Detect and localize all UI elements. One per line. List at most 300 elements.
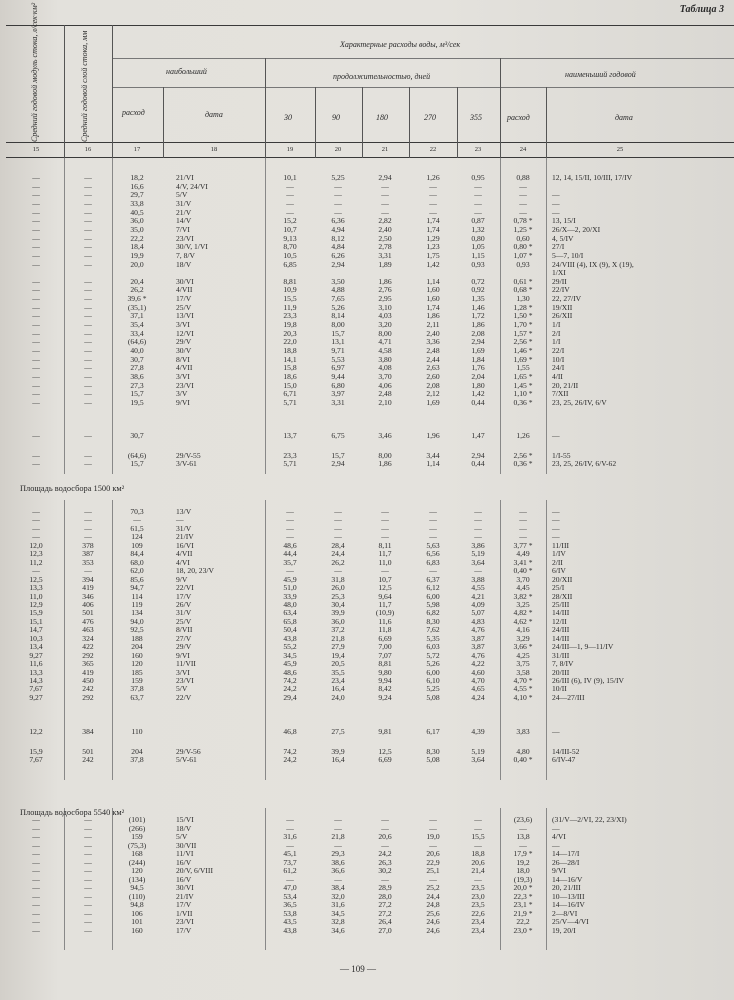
- cell-q90: 36,6: [331, 866, 345, 875]
- cell-q-min: 18,0: [516, 866, 530, 875]
- cell-q-max: —: [133, 515, 141, 525]
- cell-module: —: [32, 311, 40, 321]
- cell-q90: 24,0: [331, 692, 345, 702]
- cell-q270: —: [429, 515, 437, 525]
- cell-q270: 1,23: [426, 242, 440, 252]
- cell-date-max: 27/V: [176, 633, 192, 643]
- cell-date-min: (31/V—2/VI, 22, 23/XI): [552, 815, 627, 824]
- cell-date-min: 1/I-55: [552, 451, 571, 460]
- cell-q-max: (35,1): [127, 302, 147, 312]
- cell-q180: 3,31: [378, 250, 392, 260]
- cell-q90: 26,2: [331, 557, 345, 567]
- cell-q180: 11,8: [378, 625, 392, 635]
- body-vline: [265, 808, 266, 950]
- cell-layer: 387: [82, 549, 94, 559]
- cell-q355: 4,65: [471, 684, 485, 694]
- cell-q-min: —: [519, 507, 527, 516]
- cell-date-max: 31/V: [176, 198, 192, 208]
- cell-q355: 2,08: [471, 328, 485, 338]
- cell-date-max: 3/V-61: [176, 459, 197, 469]
- cell-q-max: 19,5: [130, 397, 144, 407]
- col-number: 20: [334, 146, 342, 153]
- cell-layer: —: [84, 198, 92, 208]
- cell-module: 12,0: [29, 540, 43, 550]
- cell-module: —: [32, 389, 40, 399]
- cell-layer: —: [84, 328, 92, 338]
- cell-q270: —: [429, 181, 437, 191]
- cell-q90: 23,4: [331, 676, 345, 685]
- cell-date-min: 12/II: [552, 616, 567, 626]
- hdr-vline: [362, 87, 363, 158]
- cell-q30: 10,7: [283, 224, 297, 234]
- cell-q30: 44,4: [283, 549, 297, 559]
- body-vline: [112, 500, 113, 780]
- cell-q180: 8,11: [378, 540, 392, 550]
- cell-module: 15,1: [29, 616, 43, 626]
- cell-q270: 1,75: [426, 250, 440, 260]
- cell-q-min: 0,78 *: [513, 216, 533, 226]
- cell-q90: 30,4: [331, 599, 345, 609]
- cell-q180: 4,03: [378, 311, 392, 321]
- cell-q355: —: [474, 532, 482, 542]
- cell-q180: 8,81: [378, 659, 392, 669]
- cell-q30: 14,1: [283, 354, 297, 364]
- cell-q180: 26,4: [378, 917, 392, 926]
- cell-module: —: [32, 459, 40, 469]
- cell-layer: —: [84, 925, 92, 935]
- cell-q90: 9,71: [331, 346, 345, 355]
- cell-q30: 20,3: [283, 328, 297, 338]
- cell-q180: 10,7: [378, 574, 392, 584]
- header-date-max: дата: [205, 110, 223, 119]
- header-date-min: дата: [615, 113, 633, 122]
- cell-date-max: 30/VI: [176, 276, 194, 286]
- cell-q355: 3,86: [471, 540, 485, 550]
- cell-q180: —: [381, 532, 389, 542]
- cell-q180: 2,76: [378, 285, 392, 295]
- cell-q355: 18,8: [471, 849, 485, 858]
- cell-q-max: 119: [131, 599, 143, 609]
- cell-date-min: 27/I: [552, 242, 565, 252]
- cell-q90: —: [334, 840, 342, 850]
- cell-q180: —: [381, 840, 389, 850]
- cell-q270: 5,35: [426, 633, 440, 643]
- cell-q-max: 160: [131, 925, 143, 935]
- cell-q270: 6,10: [426, 676, 440, 685]
- cell-q30: 48,0: [283, 599, 297, 609]
- cell-q30: 10,1: [283, 173, 297, 182]
- cell-q180: 7,07: [378, 650, 392, 660]
- cell-q270: 20,6: [426, 849, 440, 858]
- cell-q-max: 39,6 *: [127, 294, 147, 304]
- cell-layer: —: [84, 917, 92, 926]
- cell-date-min: 26/III (6), IV (9), 15/IV: [552, 676, 624, 685]
- cell-q-min: 1,50 *: [513, 311, 533, 321]
- cell-q90: —: [334, 566, 342, 576]
- cell-q-max: 68,0: [130, 557, 144, 567]
- cell-module: —: [32, 874, 40, 884]
- cell-q180: —: [381, 181, 389, 191]
- cell-q180: 9,64: [378, 591, 392, 601]
- cell-q-max: (134): [128, 874, 146, 884]
- cell-q355: 4,76: [471, 650, 485, 660]
- cell-module: —: [32, 276, 40, 286]
- cell-q30: —: [286, 874, 294, 884]
- hdr-vline: [315, 87, 316, 158]
- cell-date-min: 26—28/I: [552, 857, 580, 867]
- body-vline: [265, 500, 266, 780]
- header-discharge-min: расход: [507, 113, 530, 122]
- cell-q270: 6,03: [426, 642, 440, 652]
- cell-q-max: 20,0: [130, 259, 144, 269]
- cell-layer: 463: [82, 625, 94, 635]
- cell-layer: —: [84, 276, 92, 286]
- cell-q-min: 4,70 *: [513, 676, 533, 685]
- cell-date-max: 29/V: [176, 337, 192, 347]
- cell-date-max: 7, 8/V: [176, 250, 195, 260]
- cell-module: —: [32, 507, 40, 516]
- cell-q355: 4,83: [471, 616, 485, 626]
- cell-q-min: —: [519, 523, 527, 533]
- cell-q90: 2,94: [331, 259, 345, 269]
- cell-q180: 1,89: [378, 259, 392, 269]
- cell-q90: 16,4: [331, 684, 345, 694]
- cell-q30: 36,5: [283, 900, 297, 909]
- cell-date-max: 16/V: [176, 874, 192, 884]
- cell-q270: 6,82: [426, 608, 440, 618]
- cell-module: —: [32, 216, 40, 226]
- cell-q355: —: [474, 181, 482, 191]
- cell-q-max: 33,8: [130, 198, 144, 208]
- cell-module: —: [32, 566, 40, 576]
- cell-date-min: 20/III: [552, 667, 570, 677]
- cell-q90: 21,8: [331, 633, 345, 643]
- cell-q-min: 1,30: [516, 294, 530, 304]
- cell-q-max: (110): [128, 891, 146, 901]
- cell-q-max: 94,5: [130, 883, 144, 892]
- cell-date-min: 24/I: [552, 363, 565, 373]
- cell-q90: 6,36: [331, 216, 345, 226]
- cell-date-max: 3/VI: [176, 667, 190, 677]
- cell-date-max: 22/VI: [176, 583, 194, 593]
- cell-date-max: 9/VI: [176, 397, 190, 407]
- cell-layer: —: [84, 823, 92, 833]
- cell-date-min: 20, 21/III: [552, 883, 581, 892]
- cell-date-min: 22, 27/IV: [552, 294, 582, 304]
- cell-module: 15,9: [29, 608, 43, 618]
- cell-q180: —: [381, 566, 389, 576]
- cell-date-min: 25/I: [552, 583, 565, 593]
- cell-q30: 5,71: [283, 459, 297, 469]
- cell-q30: 61,2: [283, 866, 297, 875]
- cell-layer: —: [84, 311, 92, 321]
- cell-module: —: [32, 380, 40, 390]
- cell-q90: 39,9: [331, 608, 345, 618]
- cell-q30: 74,2: [283, 747, 297, 756]
- cell-q-min: 3,41 *: [513, 557, 533, 567]
- cell-q-max: (101): [128, 815, 146, 824]
- cell-q180: 2,82: [378, 216, 392, 226]
- cell-q30: 51,0: [283, 583, 297, 593]
- cell-layer: —: [84, 431, 92, 440]
- cell-q30: —: [286, 190, 294, 200]
- cell-q30: —: [286, 566, 294, 576]
- cell-q-min: 22,3 *: [513, 891, 533, 901]
- cell-date-max: 29/V-55: [176, 451, 201, 460]
- cell-layer: —: [84, 363, 92, 373]
- cell-q270: 24,6: [426, 917, 440, 926]
- cell-q30: 8,81: [283, 276, 297, 286]
- cell-date-min: 12, 14, 15/II, 10/III, 17/IV: [552, 173, 633, 182]
- cell-date-max: 16/V: [176, 857, 192, 867]
- cell-q180: 8,00: [378, 328, 392, 338]
- cell-date-max: 22/V: [176, 692, 192, 702]
- cell-q90: —: [334, 532, 342, 542]
- cell-q355: 2,94: [471, 337, 485, 347]
- cell-q90: —: [334, 507, 342, 516]
- cell-q270: —: [429, 523, 437, 533]
- cell-q30: 73,7: [283, 857, 297, 867]
- cell-layer: —: [84, 523, 92, 533]
- cell-module: —: [32, 320, 40, 330]
- cell-module: —: [32, 815, 40, 824]
- cell-q30: 43,8: [283, 633, 297, 643]
- cell-q270: 1,60: [426, 285, 440, 295]
- cell-layer: —: [84, 173, 92, 182]
- cell-q90: 32,0: [331, 891, 345, 901]
- cell-q30: —: [286, 515, 294, 525]
- cell-q90: 6,75: [331, 431, 345, 440]
- cell-q180: 27,2: [378, 908, 392, 918]
- cell-date-min: 14—16/IV: [552, 900, 585, 909]
- cell-date-min: 24/III: [552, 625, 570, 635]
- cell-q-min: 0,61 *: [513, 276, 533, 286]
- body-vline: [546, 808, 547, 950]
- cell-q270: 5,26: [426, 659, 440, 669]
- cell-date-min: 19, 20/I: [552, 925, 576, 935]
- cell-module: 14,3: [29, 676, 43, 685]
- cell-module: 14,7: [29, 625, 43, 635]
- cell-layer: 353: [82, 557, 94, 567]
- cell-module: —: [32, 523, 40, 533]
- header-characteristic: Характерные расходы воды, м³/сек: [340, 40, 461, 49]
- cell-q-min: 4,82 *: [513, 608, 533, 618]
- cell-date-max: 7/VI: [176, 224, 190, 234]
- cell-date-max: 30/V, 1/VI: [176, 242, 208, 252]
- cell-q355: 1,15: [471, 250, 485, 260]
- cell-q270: 6,17: [426, 727, 440, 736]
- cell-q180: 12,5: [378, 747, 392, 756]
- cell-date-max: 30/VI: [176, 883, 194, 892]
- cell-q-min: (19,3): [513, 874, 533, 884]
- cell-q30: 15,8: [283, 363, 297, 373]
- cell-q30: 6,85: [283, 259, 297, 269]
- cell-q-max: 106: [131, 908, 143, 918]
- cell-q-min: —: [519, 198, 527, 208]
- cell-layer: —: [84, 532, 92, 542]
- cell-q180: 28,9: [378, 883, 392, 892]
- cell-module: 11,0: [29, 591, 43, 601]
- cell-q270: 2,44: [426, 354, 440, 364]
- cell-q-max: (64,6): [127, 451, 147, 460]
- cell-q30: 48,6: [283, 540, 297, 550]
- cell-module: 12,2: [29, 727, 43, 736]
- cell-date-min: —: [552, 198, 560, 208]
- cell-q270: —: [429, 815, 437, 824]
- cell-q-min: —: [519, 515, 527, 525]
- cell-layer: —: [84, 459, 92, 469]
- cell-q-max: 124: [131, 532, 143, 542]
- cell-q90: 32,8: [331, 917, 345, 926]
- cell-date-max: 15/VI: [176, 815, 194, 824]
- cell-date-min: 22/IV: [552, 285, 570, 295]
- cell-q270: 1,86: [426, 311, 440, 321]
- cell-q180: —: [381, 198, 389, 208]
- cell-q-min: 4,25: [516, 650, 530, 660]
- cell-q30: —: [286, 523, 294, 533]
- cell-layer: —: [84, 224, 92, 234]
- cell-q90: 9,44: [331, 371, 345, 381]
- cell-date-max: 21/VI: [176, 173, 194, 182]
- cell-date-max: 21/IV: [176, 891, 194, 901]
- cell-date-min: 6/IV-47: [552, 755, 576, 765]
- cell-q355: 1,47: [471, 431, 485, 440]
- cell-q90: 16,4: [331, 755, 345, 765]
- cell-q355: 0,44: [471, 397, 485, 407]
- cell-q-min: 17,9 *: [513, 849, 533, 858]
- cell-q-min: 4,55 *: [513, 684, 533, 694]
- cell-layer: —: [84, 832, 92, 841]
- cell-q-min: 4,45: [516, 583, 530, 593]
- cell-q-min: 3,29: [516, 633, 530, 643]
- cell-q270: —: [429, 190, 437, 200]
- cell-date-max: 5/V: [176, 190, 188, 200]
- cell-q-min: 3,82 *: [513, 591, 533, 601]
- cell-date-min: —: [552, 727, 560, 736]
- cell-module: —: [32, 840, 40, 850]
- cell-q270: 6,56: [426, 549, 440, 559]
- cell-q-min: 1,69 *: [513, 354, 533, 364]
- cell-layer: —: [84, 302, 92, 312]
- cell-q-min: —: [519, 823, 527, 833]
- cell-q270: 25,2: [426, 883, 440, 892]
- cell-q-max: 204: [131, 642, 143, 652]
- cell-layer: —: [84, 294, 92, 304]
- cell-q30: 63,4: [283, 608, 297, 618]
- cell-q30: 10,9: [283, 285, 297, 295]
- cell-q30: —: [286, 507, 294, 516]
- cell-q355: 0,87: [471, 216, 485, 226]
- cell-q30: 55,2: [283, 642, 297, 652]
- cell-date-max: 4/VI: [176, 557, 190, 567]
- cell-q180: 20,6: [378, 832, 392, 841]
- cell-date-max: 4/VII: [176, 285, 193, 295]
- cell-date-min: 14/III: [552, 633, 570, 643]
- cell-date-min: 4, 5/IV: [552, 233, 574, 243]
- cell-q90: 34,6: [331, 925, 345, 935]
- cell-date-max: 11/VII: [176, 659, 196, 669]
- cell-q-min: 0,68 *: [513, 285, 533, 295]
- cell-q-min: 1,26: [516, 431, 530, 440]
- cell-module: —: [32, 294, 40, 304]
- cell-q30: 10,5: [283, 250, 297, 260]
- cell-q355: 4,09: [471, 599, 485, 609]
- cell-date-min: 25/V—4/VI: [552, 917, 589, 926]
- cell-q270: —: [429, 874, 437, 884]
- cell-module: —: [32, 250, 40, 260]
- cell-layer: —: [84, 181, 92, 191]
- cell-q-min: 4,62 *: [513, 616, 533, 626]
- cell-q-max: 35,4: [130, 320, 144, 330]
- cell-q355: 4,55: [471, 583, 485, 593]
- cell-q90: 3,97: [331, 389, 345, 399]
- cell-q-max: 40,0: [130, 346, 144, 355]
- cell-q180: 8,42: [378, 684, 392, 694]
- cell-q-max: 16,6: [130, 181, 144, 191]
- header-greatest: наибольший: [166, 67, 207, 76]
- cell-q355: 4,24: [471, 692, 485, 702]
- cell-q-min: 1,57 *: [513, 328, 533, 338]
- cell-module: 12,5: [29, 574, 43, 584]
- cell-q355: 21,4: [471, 866, 485, 875]
- cell-q270: 2,08: [426, 380, 440, 390]
- cell-q355: 1,05: [471, 242, 485, 252]
- cell-module: 7,67: [29, 755, 43, 765]
- cell-q30: 15,2: [283, 216, 297, 226]
- cell-date-max: 4/VII: [176, 549, 193, 559]
- cell-q30: —: [286, 207, 294, 217]
- cell-module: —: [32, 857, 40, 867]
- cell-q355: 2,94: [471, 451, 485, 460]
- cell-q180: —: [381, 207, 389, 217]
- cell-q355: —: [474, 874, 482, 884]
- cell-q90: 8,14: [331, 311, 345, 321]
- body-vline: [112, 808, 113, 950]
- cell-date-min: 6/IV: [552, 566, 566, 576]
- cell-q-max: 114: [131, 591, 143, 601]
- cell-q-min: 0,60: [516, 233, 530, 243]
- cell-date-max: 13/V: [176, 507, 192, 516]
- cell-q180: 9,81: [378, 727, 392, 736]
- table-label: Таблица 3: [679, 4, 724, 15]
- cell-q90: 28,4: [331, 540, 345, 550]
- cell-date-min: 19/XII: [552, 302, 573, 312]
- cell-module: —: [32, 173, 40, 182]
- cell-q270: 25,6: [426, 908, 440, 918]
- cell-q270: 19,0: [426, 832, 440, 841]
- cell-q-min: 13,8: [516, 832, 530, 841]
- cell-q90: 34,5: [331, 908, 345, 918]
- cell-q180: 24,2: [378, 849, 392, 858]
- cell-module: —: [32, 397, 40, 407]
- cell-q270: 2,11: [426, 320, 440, 330]
- cell-q355: 23,4: [471, 917, 485, 926]
- cell-q-max: 22,2: [130, 233, 144, 243]
- cell-date-min: 1/XI: [552, 268, 566, 278]
- cell-q90: 25,3: [331, 591, 345, 601]
- cell-q-min: 23,1 *: [513, 900, 533, 909]
- cell-module: 7,67: [29, 684, 43, 694]
- cell-date-max: 17/V: [176, 591, 192, 601]
- cell-q355: —: [474, 823, 482, 833]
- cell-q30: 45,1: [283, 849, 297, 858]
- cell-q30: 19,8: [283, 320, 297, 330]
- cell-q355: 23,4: [471, 925, 485, 935]
- cell-q90: 27,9: [331, 642, 345, 652]
- cell-q-min: 3,58: [516, 667, 530, 677]
- cell-date-max: 13/VI: [176, 311, 194, 321]
- cell-layer: —: [84, 207, 92, 217]
